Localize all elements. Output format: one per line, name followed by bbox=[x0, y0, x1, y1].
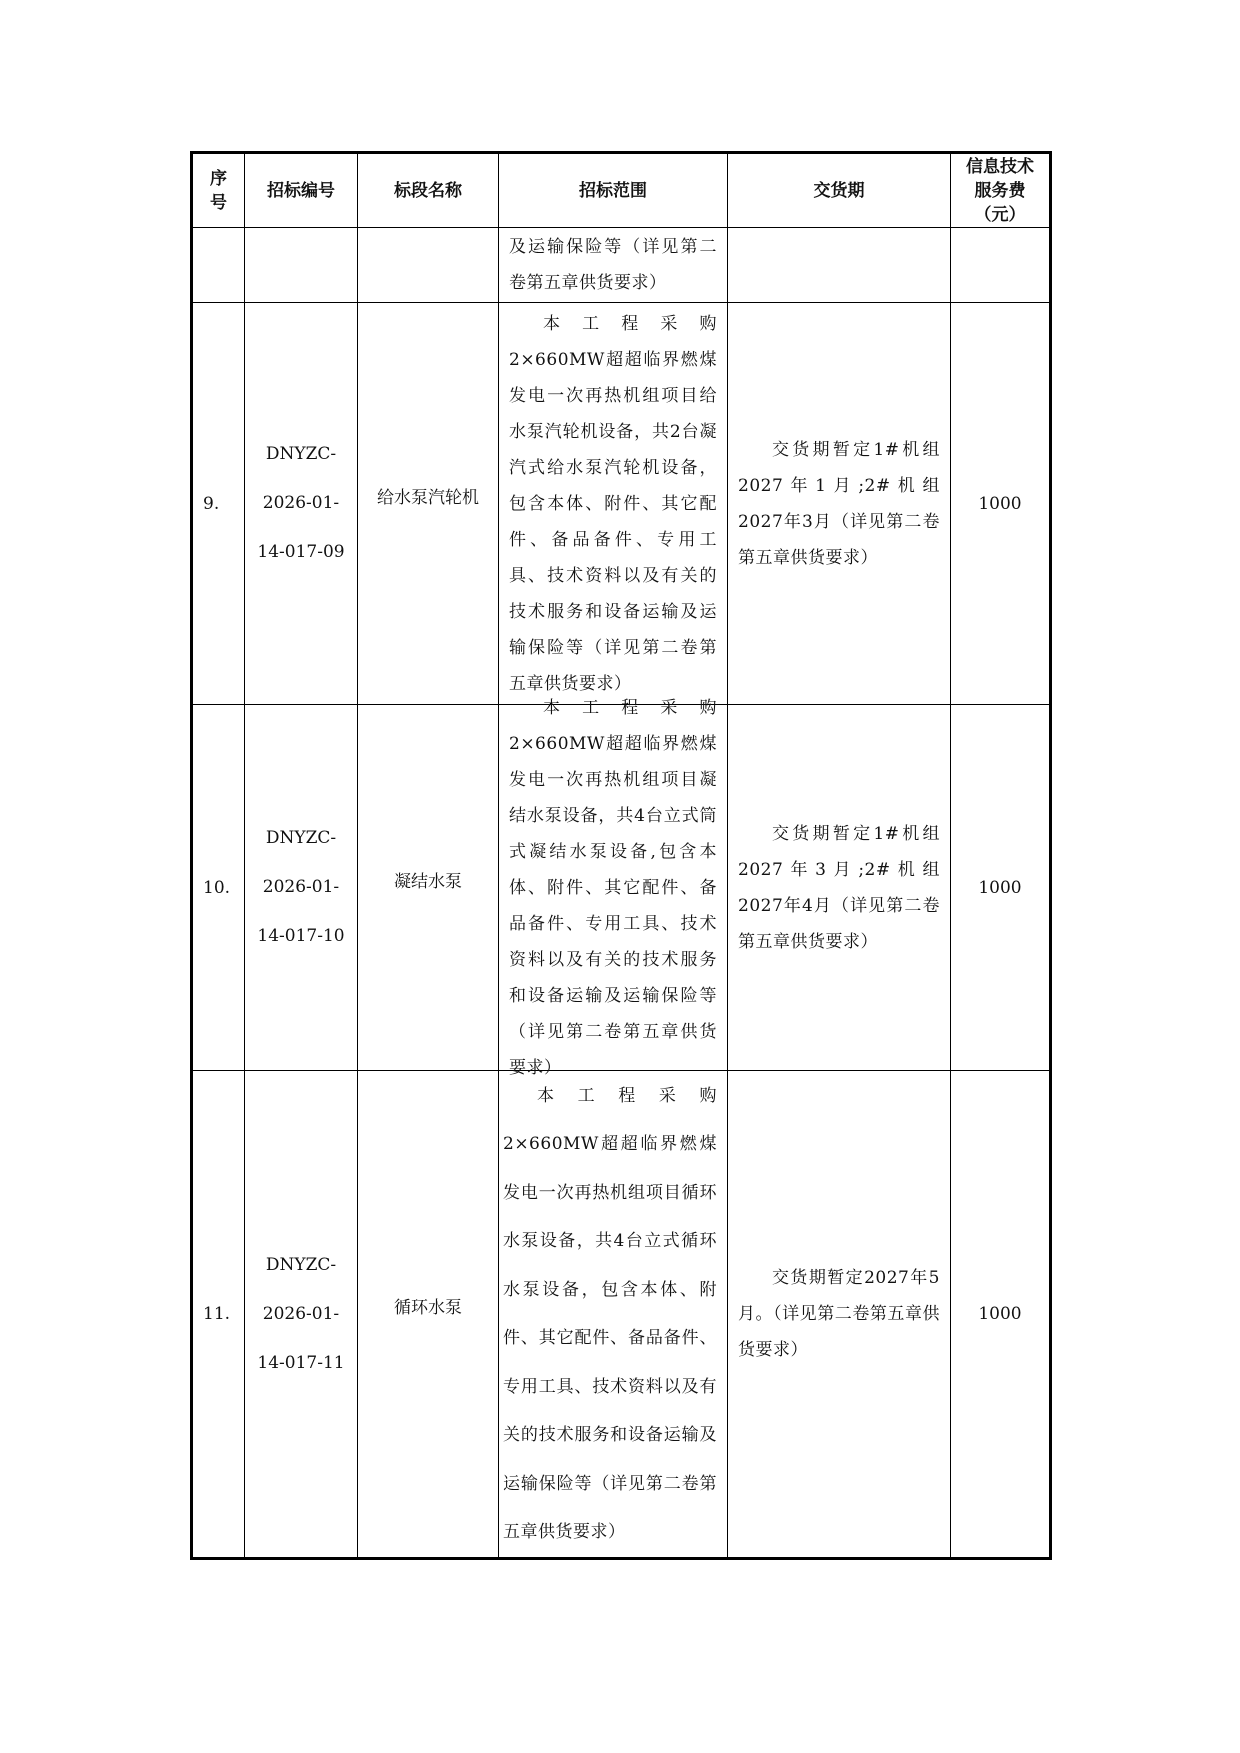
row-9-code bbox=[245, 303, 357, 704]
row-9-name: 给水泵汽轮机 bbox=[377, 487, 479, 508]
header-scope: 招标范围 bbox=[579, 180, 647, 201]
bid-table bbox=[190, 151, 1052, 1560]
code-line: DNYZC- bbox=[265, 444, 337, 464]
code-line: 2026-01- bbox=[262, 877, 340, 897]
row-9-delivery: 交货期暂定1#机组2027年1月;2#机组2027年3月（详见第二卷第五章供货要求） bbox=[738, 439, 940, 568]
code-line: 14-017-09 bbox=[257, 542, 345, 562]
row-10-code bbox=[245, 705, 357, 1070]
code-line: 2026-01- bbox=[262, 493, 340, 513]
code-line: 2026-01- bbox=[262, 1303, 340, 1324]
header-fee: 信息技术服务费（元） bbox=[966, 156, 1034, 225]
row-11-seq: 11. bbox=[203, 1304, 231, 1324]
code-line: DNYZC- bbox=[265, 828, 337, 848]
header-name: 标段名称 bbox=[394, 180, 462, 201]
code-line: DNYZC- bbox=[265, 1254, 337, 1275]
header-code: 招标编号 bbox=[267, 180, 335, 201]
row-11-name: 循环水泵 bbox=[394, 1298, 462, 1318]
row-11-code bbox=[245, 1071, 357, 1557]
row-9-seq: 9. bbox=[203, 493, 220, 514]
row-10-delivery: 交货期暂定1#机组2027年3月;2#机组2027年4月（详见第二卷第五章供货要求） bbox=[738, 823, 940, 952]
row-11-delivery: 交货期暂定2027年5月。（详见第二卷第五章供货要求） bbox=[738, 1268, 940, 1360]
row-11-scope: 本工程采购2×660MW超超临界燃煤发电一次再热机组项目循环水泵设备，共4台立式循环水泵设备，包含本体、附件、其它配件、备品备件、专用工具、技术资料以及有关的技术服务和设备运输及运输保险等（详见第二卷第五章供货要求） bbox=[503, 1085, 717, 1542]
row-10-name: 凝结水泵 bbox=[394, 871, 462, 892]
code-line: 14-017-11 bbox=[257, 1352, 345, 1373]
header-seq: 序号 bbox=[210, 168, 227, 213]
row-10-seq: 10. bbox=[203, 877, 231, 898]
code-line: 14-017-10 bbox=[257, 926, 345, 946]
row-9-fee: 1000 bbox=[978, 493, 1022, 514]
row-9-scope: 本工程采购2×660MW超超临界燃煤发电一次再热机组项目给水泵汽轮机设备，共2台凝汽式给水泵汽轮机设备，包含本体、附件、其它配件、备品备件、专用工具、技术资料以及有关的技术服务和设备运输及运输保险等（详见第二卷第五章供货要求） bbox=[509, 313, 717, 694]
row-11-fee: 1000 bbox=[978, 1304, 1022, 1324]
continuation-scope: 及运输保险等（详见第二卷第五章供货要求） bbox=[509, 237, 717, 293]
row-10-fee: 1000 bbox=[978, 877, 1022, 898]
header-delivery: 交货期 bbox=[813, 180, 865, 201]
row-10-scope: 本工程采购2×660MW超超临界燃煤发电一次再热机组项目凝结水泵设备，共4台立式筒式凝结水泵设备,包含本体、附件、其它配件、备品备件、专用工具、技术资料以及有关的技术服务和设备运输及运输保险等（详见第二卷第五章供货要求） bbox=[509, 697, 717, 1078]
